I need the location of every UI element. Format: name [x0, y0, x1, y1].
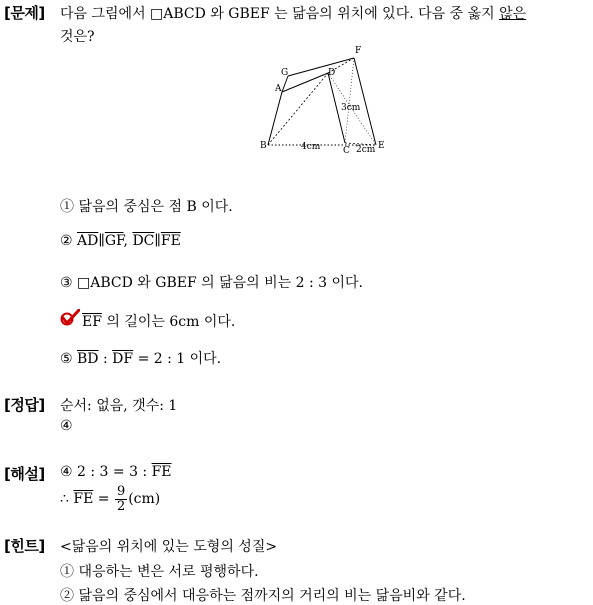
problem-text: 다음 그림에서 □ABCD 와 GBEF 는 닮음의 위치에 있다. 다음 중 옳지 — [60, 6, 500, 22]
segment-FE: $\overline{FE}$ — [151, 464, 172, 480]
answer-label: [정답] — [4, 396, 45, 414]
segment-FE: $\overline{FE}$ — [160, 233, 181, 249]
problem-label: [문제] — [4, 4, 45, 22]
option-text: 닮음의 중심은 점 B 이다. — [78, 199, 233, 215]
option-number: ② — [60, 233, 73, 249]
label-C: C — [343, 146, 350, 156]
edge-FE — [354, 58, 376, 145]
option-4 — [82, 311, 235, 331]
option-number: ① — [60, 199, 74, 215]
fraction-9-over-2 — [115, 485, 127, 514]
label-F: F — [355, 46, 362, 56]
problem-underlined-text: 않은 — [499, 6, 527, 22]
hint-line1: <닮음의 위치에 있는 도형의 성질> — [60, 539, 278, 555]
answer-line2: ④ — [60, 418, 73, 434]
comma: , — [123, 233, 128, 249]
explanation-ratio: ④ 2 : 3 = 3 : — [60, 464, 152, 480]
red-check-icon — [60, 309, 80, 327]
therefore-symbol: ∴ — [60, 491, 74, 507]
label-D: D — [328, 68, 336, 78]
problem-text-line1 — [60, 3, 526, 23]
equals: = — [93, 491, 114, 507]
segment-FE: $\overline{FE}$ — [73, 491, 94, 507]
label-A: A — [275, 84, 282, 94]
problem-text-line2: 것은? — [60, 29, 95, 45]
length-3cm: 3cm — [341, 103, 361, 113]
option-5 — [60, 348, 221, 368]
edge-GF — [288, 58, 354, 76]
hint-label: [힌트] — [4, 537, 45, 555]
option-text: 의 길이는 6cm 이다. — [106, 314, 236, 330]
parallel-symbol: ∥ — [154, 233, 161, 249]
similar-figures-diagram — [258, 44, 398, 159]
label-E: E — [378, 141, 385, 151]
explanation-line2 — [60, 481, 160, 517]
edge-BG — [268, 92, 282, 145]
segment-DF: $\overline{DF}$ — [112, 351, 134, 367]
unit-cm: (cm) — [128, 491, 161, 507]
option-text: = 2 : 1 이다. — [137, 351, 222, 367]
option-1 — [60, 196, 233, 216]
option-number: ⑤ — [60, 351, 73, 367]
fraction-denominator: 2 — [116, 498, 126, 514]
segment-GF: $\overline{GF}$ — [104, 233, 124, 249]
label-B: B — [260, 141, 267, 151]
option-text: □ABCD 와 GBEF 의 닮음의 비는 2 : 3 이다. — [77, 275, 363, 291]
hint-line3: ② 닮음의 중심에서 대응하는 점까지의 거리의 비는 닮음비와 같다. — [60, 588, 466, 604]
option-2 — [60, 233, 181, 249]
hint-line2: ① 대응하는 변은 서로 평행하다. — [60, 564, 259, 580]
length-4cm: 4cm — [301, 142, 321, 152]
explanation-label: [해설] — [4, 465, 45, 483]
segment-BD: $\overline{BD}$ — [77, 351, 99, 367]
colon: : — [102, 351, 108, 367]
parallel-symbol: ∥ — [98, 233, 105, 249]
option-3 — [60, 272, 363, 292]
segment-EF: $\overline{EF}$ — [82, 314, 102, 330]
fraction-numerator: 9 — [116, 483, 126, 499]
answer-line1: 순서: 없음, 갯수: 1 — [60, 398, 178, 414]
length-2cm: 2cm — [356, 145, 376, 155]
label-G: G — [281, 68, 289, 78]
explanation-line1 — [60, 464, 172, 480]
option-number: ③ — [60, 275, 73, 291]
segment-AD: $\overline{AD}$ — [77, 233, 99, 249]
segment-DC: $\overline{DC}$ — [132, 233, 155, 249]
